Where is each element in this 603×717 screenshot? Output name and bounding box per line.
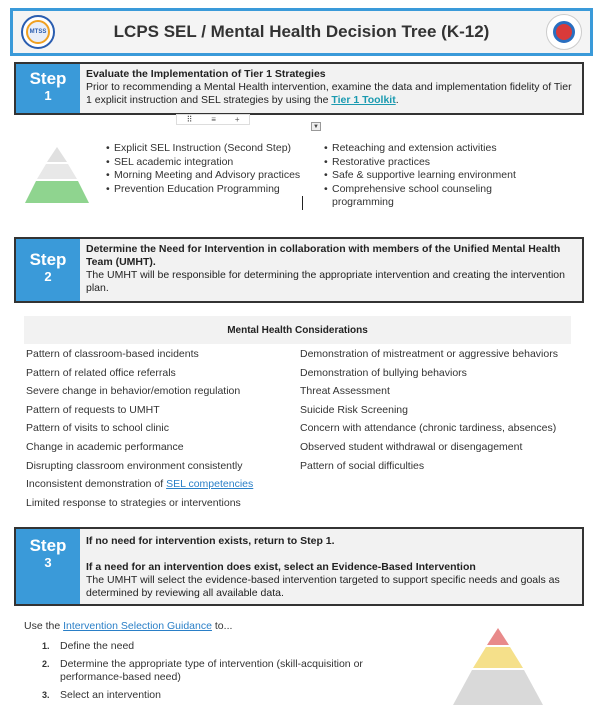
tier1-strategies-left bbox=[106, 142, 321, 196]
step-3-box bbox=[14, 527, 584, 606]
mtss-logo bbox=[21, 15, 55, 49]
list-item: • Safe & supportive learning environment bbox=[324, 169, 554, 183]
list-item: Concern with attendance (chronic tardiness, absences) bbox=[300, 422, 557, 435]
list-item-text: Inconsistent demonstration of bbox=[26, 478, 164, 491]
list-item: • Morning Meeting and Advisory practices bbox=[106, 169, 321, 183]
list-item: • Comprehensive school counseling programming bbox=[324, 183, 554, 210]
step-2-heading: Determine the Need for Intervention in collaboration with members of the Unified Mental Health Team (UMHT). bbox=[86, 243, 561, 268]
plus-icon[interactable]: + bbox=[234, 115, 240, 124]
list-item: Pattern of visits to school clinic bbox=[26, 422, 169, 435]
list-item-text: Determine the appropriate type of intervention (skill-acquisition or performance-based need) bbox=[60, 658, 363, 683]
list-item: Pattern of social difficulties bbox=[300, 459, 425, 472]
list-item: Pattern of requests to UMHT bbox=[26, 403, 160, 416]
step-1-box bbox=[14, 62, 584, 115]
chevron-down-icon[interactable]: ▼ bbox=[311, 122, 321, 131]
list-item-text: Select an intervention bbox=[60, 689, 161, 701]
list-item bbox=[42, 689, 422, 702]
page-title: LCPS SEL / Mental Health Decision Tree (K-12) bbox=[113, 22, 490, 41]
floating-toolbar bbox=[176, 114, 250, 125]
step-2-box bbox=[14, 237, 584, 303]
list-item: Limited response to strategies or interventions bbox=[26, 496, 241, 509]
step-3-text: The UMHT will select the evidence-based intervention targeted to support specific needs and goals as determined by reviewing all available data. bbox=[86, 574, 560, 599]
tier1-strategies-right bbox=[324, 142, 554, 210]
page-header bbox=[10, 8, 593, 56]
list-item: Severe change in behavior/emotion regulation bbox=[26, 385, 241, 398]
pyramid-mid-segment bbox=[473, 647, 523, 668]
pyramid-mid-segment bbox=[37, 164, 77, 179]
list-item-number: 1. bbox=[42, 641, 50, 651]
step-2-body bbox=[80, 239, 582, 301]
list-item: Threat Assessment bbox=[300, 385, 390, 398]
list-item: Demonstration of mistreatment or aggressive behaviors bbox=[300, 348, 558, 360]
step-1-period: . bbox=[395, 94, 399, 106]
text-cursor bbox=[302, 196, 303, 210]
list-item-number: 3. bbox=[42, 690, 50, 700]
list-item bbox=[42, 658, 422, 684]
list-item: Demonstration of bullying behaviors bbox=[300, 366, 467, 379]
tier-pyramid bbox=[452, 626, 544, 706]
list-item: • Explicit SEL Instruction (Second Step) bbox=[106, 142, 321, 156]
list-item bbox=[26, 478, 296, 491]
use-guidance-pre: Use the bbox=[24, 620, 61, 632]
step-3-word: Step bbox=[29, 536, 67, 555]
mh-considerations-left bbox=[26, 348, 296, 515]
step-1-number: 1 bbox=[44, 88, 52, 103]
lcps-logo-emblem bbox=[553, 21, 575, 43]
list-item: • Restorative practices bbox=[324, 156, 554, 170]
step-2-text: The UMHT will be responsible for determining the appropriate intervention and creating the intervention plan. bbox=[86, 269, 565, 294]
list-item-text: Define the need bbox=[60, 640, 135, 652]
list-item: Suicide Risk Screening bbox=[300, 403, 408, 416]
sel-competencies-link[interactable]: SEL competencies bbox=[166, 478, 254, 491]
step-3-body bbox=[80, 529, 582, 604]
pyramid-base-segment bbox=[453, 670, 543, 705]
list-item: • Reteaching and extension activities bbox=[324, 142, 554, 156]
use-guidance-text bbox=[24, 620, 232, 632]
list-item: Pattern of related office referrals bbox=[26, 366, 176, 379]
pyramid-base-segment bbox=[25, 181, 89, 203]
intervention-selection-guidance-link[interactable]: Intervention Selection Guidance bbox=[63, 620, 212, 632]
step-1-body bbox=[80, 64, 582, 113]
menu-icon[interactable]: ≡ bbox=[211, 115, 216, 124]
list-item: Change in academic performance bbox=[26, 440, 184, 453]
list-item: Pattern of classroom-based incidents bbox=[26, 348, 199, 360]
step-1-text: Prior to recommending a Mental Health intervention, examine the data and implementation fidelity of Tier 1 explicit instruction and SEL strategies by using the bbox=[86, 81, 572, 106]
mh-considerations-right bbox=[300, 348, 570, 478]
step-1-heading: Evaluate the Implementation of Tier 1 Strategies bbox=[86, 68, 326, 80]
use-guidance-post: to... bbox=[214, 620, 233, 632]
tier1-toolkit-link[interactable]: Tier 1 Toolkit bbox=[331, 94, 396, 106]
step-3-line1: If no need for intervention exists, return to Step 1. bbox=[86, 535, 335, 547]
list-item: • SEL academic integration bbox=[106, 156, 321, 170]
list-item bbox=[42, 640, 422, 653]
step-3-badge bbox=[16, 529, 80, 604]
step-3-number: 3 bbox=[44, 555, 52, 570]
step-2-word: Step bbox=[29, 250, 67, 269]
tier1-pyramid bbox=[24, 145, 90, 205]
pyramid-top-segment bbox=[487, 628, 509, 645]
list-item: • Prevention Education Programming bbox=[106, 183, 321, 197]
mh-considerations-title: Mental Health Considerations bbox=[24, 316, 571, 344]
step-3-line2: If a need for an intervention does exist, select an Evidence-Based Intervention bbox=[86, 561, 476, 573]
drag-handle-icon[interactable]: ⠿ bbox=[186, 115, 193, 124]
lcps-logo bbox=[546, 14, 582, 50]
intervention-steps-list bbox=[42, 640, 422, 707]
list-item: Observed student withdrawal or disengagement bbox=[300, 440, 523, 453]
mtss-logo-text: MTSS bbox=[26, 20, 50, 44]
pyramid-top-segment bbox=[47, 147, 67, 162]
step-2-number: 2 bbox=[44, 269, 52, 284]
list-item-number: 2. bbox=[42, 659, 50, 669]
step-1-badge bbox=[16, 64, 80, 113]
step-2-badge bbox=[16, 239, 80, 301]
list-item: Disrupting classroom environment consistently bbox=[26, 459, 243, 472]
step-1-word: Step bbox=[29, 69, 67, 88]
